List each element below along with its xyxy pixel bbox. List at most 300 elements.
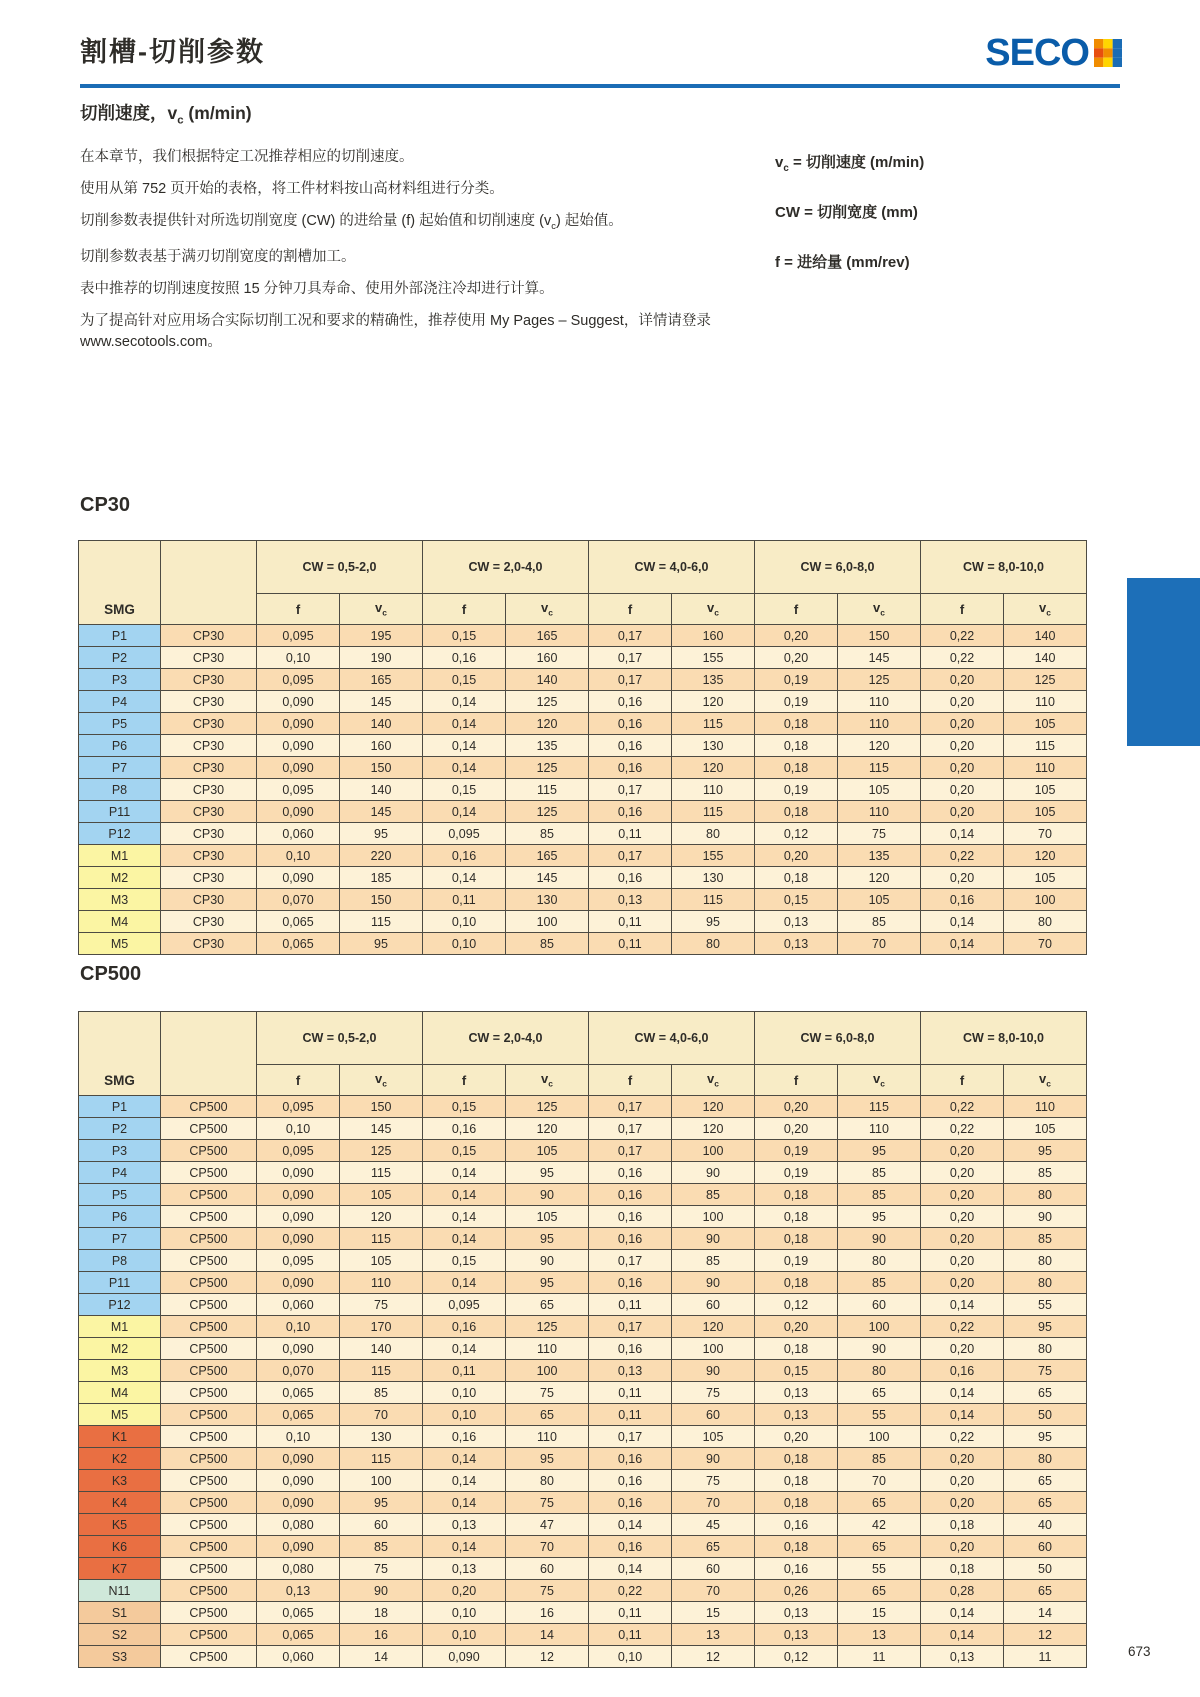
smg-cell: P8 xyxy=(79,779,161,801)
feed-value-cell: 0,19 xyxy=(755,691,838,713)
grade-cell: CP500 xyxy=(161,1624,257,1646)
speed-value-cell: 80 xyxy=(1004,1250,1087,1272)
speed-value-cell: 160 xyxy=(672,625,755,647)
speed-value-cell: 120 xyxy=(672,691,755,713)
feed-value-cell: 0,15 xyxy=(423,1140,506,1162)
grade-cell: CP500 xyxy=(161,1316,257,1338)
speed-value-cell: 160 xyxy=(340,735,423,757)
feed-value-cell: 0,10 xyxy=(257,845,340,867)
feed-value-cell: 0,18 xyxy=(755,1536,838,1558)
speed-value-cell: 150 xyxy=(340,889,423,911)
feed-value-cell: 0,14 xyxy=(423,801,506,823)
speed-value-cell: 105 xyxy=(506,1140,589,1162)
feed-value-cell: 0,22 xyxy=(921,1118,1004,1140)
speed-value-cell: 135 xyxy=(672,669,755,691)
speed-value-cell: 165 xyxy=(506,625,589,647)
speed-column-header: $v_c$ xyxy=(838,594,921,625)
feed-value-cell: 0,20 xyxy=(921,1162,1004,1184)
feed-value-cell: 0,18 xyxy=(755,735,838,757)
speed-value-cell: 105 xyxy=(672,1426,755,1448)
speed-value-cell: 80 xyxy=(672,933,755,955)
table-row xyxy=(79,911,1087,933)
feed-value-cell: 0,090 xyxy=(257,1272,340,1294)
feed-column-header: f xyxy=(257,1065,340,1096)
feed-value-cell: 0,17 xyxy=(589,779,672,801)
feed-value-cell: 0,20 xyxy=(921,1272,1004,1294)
speed-value-cell: 60 xyxy=(1004,1536,1087,1558)
table-row xyxy=(79,801,1087,823)
header-divider xyxy=(80,84,1120,88)
feed-value-cell: 0,18 xyxy=(755,1206,838,1228)
feed-value-cell: 0,090 xyxy=(257,1338,340,1360)
seco-logo-mark-icon xyxy=(1094,39,1122,67)
smg-cell: M1 xyxy=(79,1316,161,1338)
speed-value-cell: 65 xyxy=(1004,1470,1087,1492)
feed-value-cell: 0,12 xyxy=(755,823,838,845)
intro-paragraph: 切削参数表基于满刃切削宽度的割槽加工。 xyxy=(80,248,356,265)
logo-tile xyxy=(1103,58,1112,67)
feed-value-cell: 0,20 xyxy=(921,1228,1004,1250)
cw-group-header: CW = 8,0-10,0 xyxy=(921,1012,1087,1065)
feed-value-cell: 0,18 xyxy=(755,1184,838,1206)
table-row xyxy=(79,1228,1087,1250)
speed-value-cell: 13 xyxy=(672,1624,755,1646)
vc-subscript: c xyxy=(714,607,719,618)
feed-value-cell: 0,15 xyxy=(423,779,506,801)
speed-value-cell: 11 xyxy=(838,1646,921,1668)
speed-value-cell: 115 xyxy=(506,779,589,801)
feed-value-cell: 0,14 xyxy=(423,757,506,779)
speed-value-cell: 120 xyxy=(672,1118,755,1140)
grade-cell: CP30 xyxy=(161,933,257,955)
speed-value-cell: 115 xyxy=(838,757,921,779)
speed-value-cell: 135 xyxy=(506,735,589,757)
cw-group-header: CW = 4,0-6,0 xyxy=(589,541,755,594)
smg-cell: K5 xyxy=(79,1514,161,1536)
feed-value-cell: 0,20 xyxy=(921,1184,1004,1206)
grade-cell: CP500 xyxy=(161,1404,257,1426)
feed-value-cell: 0,14 xyxy=(423,735,506,757)
feed-value-cell: 0,16 xyxy=(589,801,672,823)
table-row xyxy=(79,1294,1087,1316)
smg-cell: P4 xyxy=(79,691,161,713)
feed-value-cell: 0,17 xyxy=(589,1250,672,1272)
speed-value-cell: 115 xyxy=(672,713,755,735)
feed-value-cell: 0,14 xyxy=(921,1602,1004,1624)
speed-value-cell: 190 xyxy=(340,647,423,669)
feed-value-cell: 0,20 xyxy=(921,735,1004,757)
feed-value-cell: 0,11 xyxy=(589,1624,672,1646)
smg-cell: M3 xyxy=(79,889,161,911)
feed-value-cell: 0,15 xyxy=(423,1096,506,1118)
cw-group-header: CW = 6,0-8,0 xyxy=(755,541,921,594)
speed-value-cell: 120 xyxy=(506,1118,589,1140)
speed-value-cell: 130 xyxy=(672,867,755,889)
feed-value-cell: 0,20 xyxy=(921,1140,1004,1162)
table-row xyxy=(79,1536,1087,1558)
table-row xyxy=(79,691,1087,713)
feed-value-cell: 0,12 xyxy=(755,1646,838,1668)
speed-value-cell: 60 xyxy=(340,1514,423,1536)
feed-value-cell: 0,11 xyxy=(589,1382,672,1404)
feed-value-cell: 0,090 xyxy=(257,757,340,779)
section-heading-subscript: c xyxy=(177,114,184,127)
intro-paragraph xyxy=(80,211,752,236)
speed-value-cell: 70 xyxy=(838,933,921,955)
speed-value-cell: 140 xyxy=(506,669,589,691)
speed-value-cell: 85 xyxy=(838,1448,921,1470)
table-row xyxy=(79,823,1087,845)
speed-value-cell: 11 xyxy=(1004,1646,1087,1668)
feed-value-cell: 0,20 xyxy=(921,1492,1004,1514)
grade-cell: CP500 xyxy=(161,1602,257,1624)
speed-value-cell: 55 xyxy=(838,1404,921,1426)
intro-paragraph: 在本章节，我们根据特定工况推荐相应的切削速度。 xyxy=(80,149,414,165)
speed-value-cell: 85 xyxy=(506,823,589,845)
smg-cell: P11 xyxy=(79,801,161,823)
speed-value-cell: 110 xyxy=(838,1118,921,1140)
grade-cell: CP30 xyxy=(161,823,257,845)
speed-value-cell: 130 xyxy=(672,735,755,757)
feed-value-cell: 0,17 xyxy=(589,1316,672,1338)
feed-value-cell: 0,18 xyxy=(755,1492,838,1514)
feed-value-cell: 0,095 xyxy=(423,1294,506,1316)
feed-column-header: f xyxy=(257,594,340,625)
feed-value-cell: 0,090 xyxy=(257,1470,340,1492)
speed-value-cell: 100 xyxy=(672,1206,755,1228)
section-heading xyxy=(80,100,252,127)
feed-value-cell: 0,13 xyxy=(921,1646,1004,1668)
feed-value-cell: 0,22 xyxy=(921,1316,1004,1338)
smg-cell: M2 xyxy=(79,867,161,889)
speed-value-cell: 95 xyxy=(1004,1426,1087,1448)
vc-subscript: c xyxy=(382,607,387,618)
grade-cell: CP500 xyxy=(161,1558,257,1580)
speed-value-cell: 145 xyxy=(838,647,921,669)
feed-value-cell: 0,16 xyxy=(589,1228,672,1250)
speed-value-cell: 125 xyxy=(506,1316,589,1338)
speed-value-cell: 100 xyxy=(838,1426,921,1448)
feed-value-cell: 0,090 xyxy=(423,1646,506,1668)
feed-value-cell: 0,060 xyxy=(257,1646,340,1668)
feed-value-cell: 0,10 xyxy=(423,1624,506,1646)
feed-value-cell: 0,090 xyxy=(257,1162,340,1184)
speed-value-cell: 120 xyxy=(340,1206,423,1228)
smg-cell: P5 xyxy=(79,1184,161,1206)
feed-column-header: f xyxy=(589,594,672,625)
feed-value-cell: 0,11 xyxy=(589,911,672,933)
feed-value-cell: 0,22 xyxy=(921,845,1004,867)
smg-cell: M4 xyxy=(79,1382,161,1404)
feed-value-cell: 0,16 xyxy=(589,1492,672,1514)
smg-cell: S2 xyxy=(79,1624,161,1646)
feed-value-cell: 0,14 xyxy=(423,1470,506,1492)
smg-cell: P3 xyxy=(79,669,161,691)
legend-symbol: f xyxy=(775,254,780,271)
speed-value-cell: 85 xyxy=(672,1250,755,1272)
speed-value-cell: 95 xyxy=(340,1492,423,1514)
smg-cell: S3 xyxy=(79,1646,161,1668)
cutting-table xyxy=(78,540,1087,955)
feed-value-cell: 0,13 xyxy=(589,889,672,911)
grade-cell: CP500 xyxy=(161,1646,257,1668)
vc-subscript: c xyxy=(880,1078,885,1089)
speed-value-cell: 140 xyxy=(1004,647,1087,669)
table-row xyxy=(79,1470,1087,1492)
feed-value-cell: 0,13 xyxy=(257,1580,340,1602)
speed-value-cell: 18 xyxy=(340,1602,423,1624)
grade-cell: CP500 xyxy=(161,1448,257,1470)
speed-value-cell: 85 xyxy=(838,1162,921,1184)
smg-cell: M5 xyxy=(79,933,161,955)
speed-value-cell: 95 xyxy=(1004,1140,1087,1162)
speed-value-cell: 40 xyxy=(1004,1514,1087,1536)
legend-definition: = 切削速度 (m/min) xyxy=(788,154,925,171)
smg-cell: K6 xyxy=(79,1536,161,1558)
speed-value-cell: 195 xyxy=(340,625,423,647)
grade-cell: CP500 xyxy=(161,1294,257,1316)
speed-value-cell: 115 xyxy=(838,1096,921,1118)
speed-value-cell: 16 xyxy=(506,1602,589,1624)
seco-logo xyxy=(985,34,1122,72)
speed-value-cell: 70 xyxy=(672,1580,755,1602)
smg-cell: P2 xyxy=(79,1118,161,1140)
table-row xyxy=(79,1492,1087,1514)
smg-cell: N11 xyxy=(79,1580,161,1602)
feed-value-cell: 0,060 xyxy=(257,1294,340,1316)
feed-value-cell: 0,095 xyxy=(423,823,506,845)
speed-value-cell: 115 xyxy=(340,1448,423,1470)
feed-column-header: f xyxy=(755,1065,838,1096)
grade-cell: CP30 xyxy=(161,691,257,713)
legend-symbol: v xyxy=(775,154,784,171)
speed-value-cell: 80 xyxy=(1004,911,1087,933)
cutting-data-table-cp30 xyxy=(78,540,1086,955)
feed-value-cell: 0,11 xyxy=(589,933,672,955)
speed-value-cell: 100 xyxy=(1004,889,1087,911)
feed-value-cell: 0,095 xyxy=(257,669,340,691)
feed-value-cell: 0,16 xyxy=(921,1360,1004,1382)
grade-cell: CP500 xyxy=(161,1536,257,1558)
legend-subscript: c xyxy=(783,163,789,174)
feed-value-cell: 0,14 xyxy=(423,1228,506,1250)
smg-cell: P2 xyxy=(79,647,161,669)
speed-value-cell: 130 xyxy=(506,889,589,911)
feed-value-cell: 0,20 xyxy=(755,1118,838,1140)
table-row xyxy=(79,1580,1087,1602)
table-row xyxy=(79,779,1087,801)
feed-column-header: f xyxy=(423,594,506,625)
speed-value-cell: 160 xyxy=(506,647,589,669)
feed-value-cell: 0,17 xyxy=(589,1140,672,1162)
speed-value-cell: 95 xyxy=(340,823,423,845)
feed-value-cell: 0,22 xyxy=(921,647,1004,669)
page-title: 割槽-切削参数 xyxy=(80,37,265,67)
feed-value-cell: 0,16 xyxy=(423,1426,506,1448)
feed-value-cell: 0,14 xyxy=(423,1184,506,1206)
smg-cell: P8 xyxy=(79,1250,161,1272)
feed-value-cell: 0,14 xyxy=(921,1294,1004,1316)
grade-cell: CP500 xyxy=(161,1206,257,1228)
speed-value-cell: 65 xyxy=(1004,1580,1087,1602)
feed-value-cell: 0,11 xyxy=(589,823,672,845)
cutting-data-table-cp500 xyxy=(78,1011,1086,1668)
feed-value-cell: 0,16 xyxy=(589,1470,672,1492)
feed-value-cell: 0,19 xyxy=(755,779,838,801)
smg-cell: P5 xyxy=(79,713,161,735)
speed-value-cell: 145 xyxy=(506,867,589,889)
speed-value-cell: 140 xyxy=(340,1338,423,1360)
cw-group-header: CW = 2,0-4,0 xyxy=(423,541,589,594)
table-header-row xyxy=(79,541,1087,594)
speed-value-cell: 15 xyxy=(838,1602,921,1624)
speed-value-cell: 100 xyxy=(506,911,589,933)
feed-value-cell: 0,16 xyxy=(423,1118,506,1140)
speed-value-cell: 125 xyxy=(506,801,589,823)
feed-value-cell: 0,18 xyxy=(755,1338,838,1360)
feed-value-cell: 0,20 xyxy=(755,1426,838,1448)
speed-value-cell: 120 xyxy=(1004,845,1087,867)
table-row xyxy=(79,1382,1087,1404)
feed-value-cell: 0,11 xyxy=(589,1404,672,1426)
speed-value-cell: 16 xyxy=(340,1624,423,1646)
feed-value-cell: 0,10 xyxy=(257,1426,340,1448)
feed-column-header: f xyxy=(921,594,1004,625)
feed-value-cell: 0,20 xyxy=(921,691,1004,713)
speed-value-cell: 165 xyxy=(340,669,423,691)
speed-column-header: $v_c$ xyxy=(506,1065,589,1096)
speed-value-cell: 145 xyxy=(340,1118,423,1140)
speed-value-cell: 90 xyxy=(1004,1206,1087,1228)
feed-value-cell: 0,14 xyxy=(423,1206,506,1228)
speed-value-cell: 85 xyxy=(672,1184,755,1206)
speed-value-cell: 110 xyxy=(340,1272,423,1294)
feed-value-cell: 0,14 xyxy=(423,691,506,713)
speed-value-cell: 14 xyxy=(506,1624,589,1646)
speed-value-cell: 75 xyxy=(340,1294,423,1316)
feed-value-cell: 0,090 xyxy=(257,1492,340,1514)
feed-value-cell: 0,065 xyxy=(257,1602,340,1624)
feed-value-cell: 0,18 xyxy=(921,1558,1004,1580)
feed-column-header: f xyxy=(589,1065,672,1096)
speed-value-cell: 100 xyxy=(506,1360,589,1382)
speed-value-cell: 47 xyxy=(506,1514,589,1536)
feed-value-cell: 0,095 xyxy=(257,1250,340,1272)
speed-value-cell: 85 xyxy=(838,1184,921,1206)
cw-group-header: CW = 6,0-8,0 xyxy=(755,1012,921,1065)
speed-value-cell: 80 xyxy=(1004,1338,1087,1360)
grade-cell: CP30 xyxy=(161,801,257,823)
speed-value-cell: 110 xyxy=(838,713,921,735)
speed-value-cell: 85 xyxy=(838,911,921,933)
speed-value-cell: 85 xyxy=(340,1382,423,1404)
feed-value-cell: 0,16 xyxy=(589,1338,672,1360)
grade-cell: CP30 xyxy=(161,889,257,911)
speed-value-cell: 155 xyxy=(672,845,755,867)
speed-value-cell: 70 xyxy=(838,1470,921,1492)
table-label-cp500: CP500 xyxy=(80,963,142,985)
speed-value-cell: 150 xyxy=(340,757,423,779)
feed-value-cell: 0,28 xyxy=(921,1580,1004,1602)
cw-group-header: CW = 0,5-2,0 xyxy=(257,1012,423,1065)
table-row xyxy=(79,1558,1087,1580)
speed-value-cell: 15 xyxy=(672,1602,755,1624)
smg-cell: P7 xyxy=(79,1228,161,1250)
feed-value-cell: 0,20 xyxy=(921,757,1004,779)
grade-cell: CP500 xyxy=(161,1382,257,1404)
feed-value-cell: 0,080 xyxy=(257,1514,340,1536)
speed-value-cell: 13 xyxy=(838,1624,921,1646)
legend-item-f xyxy=(775,251,924,274)
speed-value-cell: 165 xyxy=(506,845,589,867)
feed-value-cell: 0,16 xyxy=(589,735,672,757)
speed-value-cell: 95 xyxy=(506,1448,589,1470)
logo-tile xyxy=(1103,39,1112,48)
speed-value-cell: 90 xyxy=(672,1162,755,1184)
cw-group-header: CW = 8,0-10,0 xyxy=(921,541,1087,594)
feed-value-cell: 0,22 xyxy=(921,1096,1004,1118)
feed-value-cell: 0,095 xyxy=(257,1096,340,1118)
feed-value-cell: 0,17 xyxy=(589,1426,672,1448)
feed-value-cell: 0,080 xyxy=(257,1558,340,1580)
smg-cell: K2 xyxy=(79,1448,161,1470)
table-row xyxy=(79,1360,1087,1382)
feed-value-cell: 0,13 xyxy=(755,933,838,955)
feed-value-cell: 0,20 xyxy=(921,1448,1004,1470)
table-row xyxy=(79,1206,1087,1228)
feed-value-cell: 0,20 xyxy=(423,1580,506,1602)
speed-value-cell: 12 xyxy=(1004,1624,1087,1646)
speed-value-cell: 60 xyxy=(672,1404,755,1426)
speed-value-cell: 115 xyxy=(340,911,423,933)
feed-value-cell: 0,20 xyxy=(755,1316,838,1338)
table-row xyxy=(79,647,1087,669)
feed-value-cell: 0,20 xyxy=(921,1470,1004,1492)
legend-definition: = 切削宽度 (mm) xyxy=(800,204,918,221)
grade-cell: CP500 xyxy=(161,1492,257,1514)
speed-value-cell: 80 xyxy=(506,1470,589,1492)
vc-subscript: c xyxy=(1046,607,1051,618)
feed-value-cell: 0,16 xyxy=(589,757,672,779)
cw-group-header: CW = 2,0-4,0 xyxy=(423,1012,589,1065)
speed-value-cell: 85 xyxy=(1004,1228,1087,1250)
feed-value-cell: 0,17 xyxy=(589,1096,672,1118)
speed-column-header: $v_c$ xyxy=(1004,594,1087,625)
feed-value-cell: 0,15 xyxy=(755,889,838,911)
feed-value-cell: 0,17 xyxy=(589,647,672,669)
logo-tile xyxy=(1113,48,1122,57)
table-row xyxy=(79,1646,1087,1668)
legend-item-vc xyxy=(775,151,924,174)
feed-column-header: f xyxy=(921,1065,1004,1096)
speed-value-cell: 150 xyxy=(340,1096,423,1118)
smg-cell: P6 xyxy=(79,735,161,757)
speed-value-cell: 65 xyxy=(506,1404,589,1426)
speed-value-cell: 85 xyxy=(506,933,589,955)
cw-group-header: CW = 0,5-2,0 xyxy=(257,541,423,594)
vc-subscript: c xyxy=(551,219,556,231)
speed-value-cell: 170 xyxy=(340,1316,423,1338)
symbol-legend xyxy=(775,151,924,301)
table-row xyxy=(79,1514,1087,1536)
speed-value-cell: 85 xyxy=(838,1272,921,1294)
grade-cell: CP30 xyxy=(161,779,257,801)
grade-cell: CP500 xyxy=(161,1250,257,1272)
feed-value-cell: 0,095 xyxy=(257,779,340,801)
feed-value-cell: 0,14 xyxy=(423,713,506,735)
feed-value-cell: 0,17 xyxy=(589,625,672,647)
speed-value-cell: 55 xyxy=(1004,1294,1087,1316)
